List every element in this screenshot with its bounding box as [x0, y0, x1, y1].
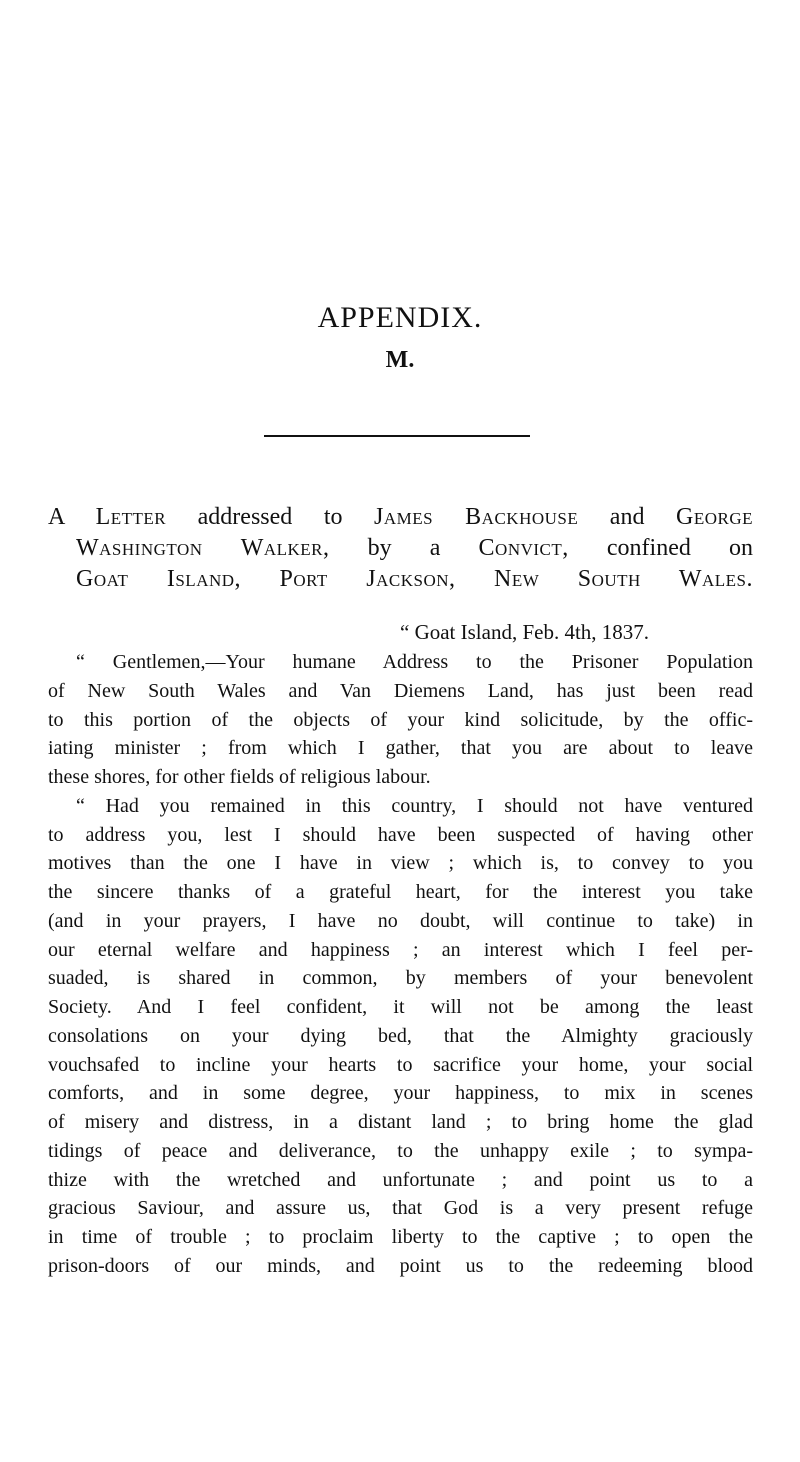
text-line: to address you, lest I should have been suspected of having other: [48, 823, 753, 846]
text-line: gracious Saviour, and assure us, that God is a very present refuge: [48, 1197, 753, 1220]
text-line: prison-doors of our minds, and point us to the redeeming blood: [48, 1254, 753, 1277]
text-line: these shores, for other fields of religious labour.: [48, 766, 431, 788]
text-line: iating minister ; from which I gather, that you are about to leave: [48, 737, 753, 760]
appendix-letter: M.: [385, 347, 415, 373]
heading-word: confined on: [606, 535, 753, 561]
text-line: thize with the wretched and unfortunate ; and point us to a: [48, 1168, 753, 1191]
appendix-title: APPENDIX.: [317, 301, 483, 334]
text-line: of New South Wales and Van Diemens Land, has just been read: [48, 679, 753, 702]
heading-name: Washington Walker,: [76, 535, 330, 561]
heading-place: Goat Island, Port Jackson, New South Wales.: [76, 566, 753, 592]
text-line: tidings of peace and deliverance, to the unhappy exile ; to sympa-: [48, 1139, 753, 1162]
heading-word: and: [609, 504, 645, 530]
text-line: suaded, is shared in common, by members of your benevolent: [48, 967, 753, 990]
heading-line-3: [48, 564, 753, 595]
heading-line-2: [48, 533, 753, 564]
text-line: (and in your prayers, I have no doubt, will continue to take) in: [48, 909, 753, 932]
heading-word: by a: [367, 535, 441, 561]
heading-word: Convict,: [478, 535, 569, 561]
text-line: comforts, and in some degree, your happiness, to mix in scenes: [48, 1082, 753, 1105]
heading-line-1: [48, 502, 753, 533]
text-line: our eternal welfare and happiness ; an interest which I feel per-: [48, 938, 753, 961]
heading-word: addressed to: [197, 504, 343, 530]
text-line: “ Had you remained in this country, I should not have ventured: [76, 794, 753, 817]
letter-body: [48, 648, 753, 1281]
letter-heading: [48, 502, 753, 595]
text-line: motives than the one I have in view ; which is, to convey to you: [48, 852, 753, 875]
text-line: vouchsafed to incline your hearts to sacrifice your home, your social: [48, 1053, 753, 1076]
text-line: consolations on your dying bed, that the Almighty graciously: [48, 1024, 753, 1047]
text-line: to this portion of the objects of your kind solicitude, by the offic-: [48, 708, 753, 731]
heading-name: James Backhouse: [374, 504, 579, 530]
section-divider: [264, 435, 530, 437]
text-line: in time of trouble ; to proclaim liberty to the captive ; to open the: [48, 1226, 753, 1248]
text-line: “ Gentlemen,—Your humane Address to the Prisoner Population: [76, 651, 753, 673]
heading-word: Letter: [95, 504, 167, 530]
letter-dateline: “ Goat Island, Feb. 4th, 1837.: [400, 620, 650, 644]
text-line: Society. And I feel confident, it will not be among the least: [48, 996, 753, 1018]
text-line: of misery and distress, in a distant land ; to bring home the glad: [48, 1111, 753, 1133]
heading-name: George: [676, 504, 753, 530]
heading-word: A: [48, 504, 65, 530]
text-line: the sincere thanks of a grateful heart, for the interest you take: [48, 881, 753, 903]
